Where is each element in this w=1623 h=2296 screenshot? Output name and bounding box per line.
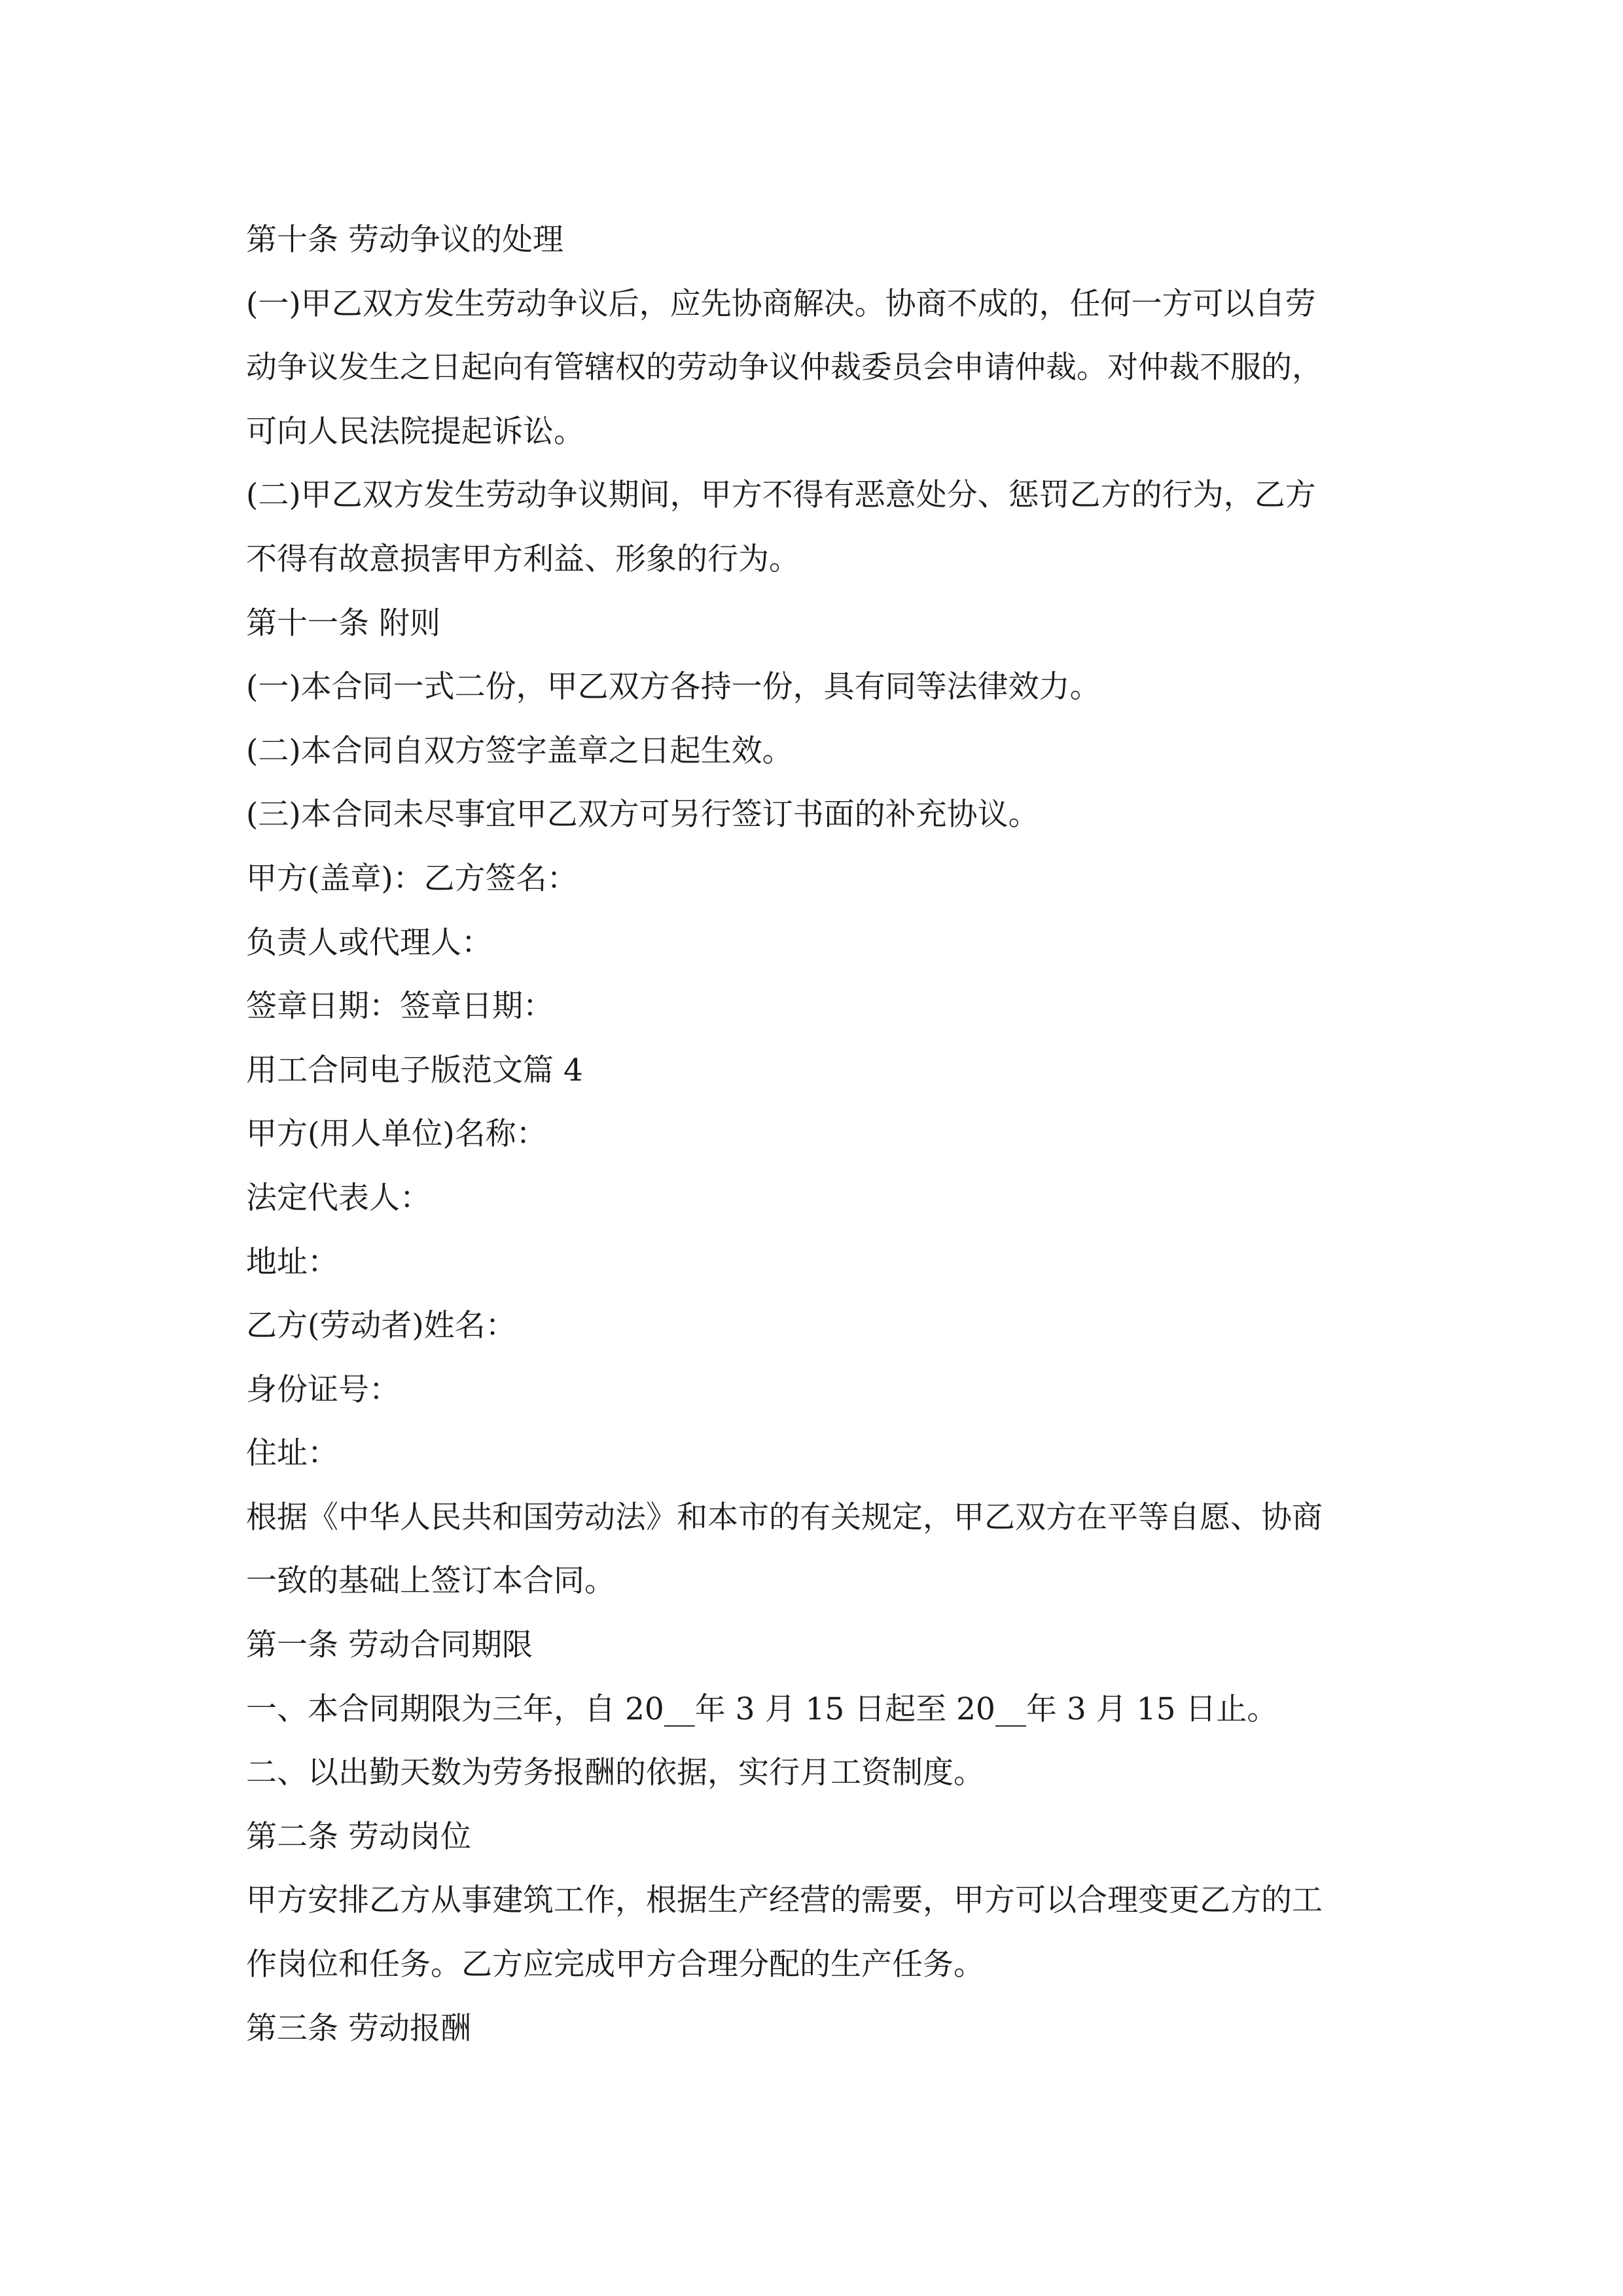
paragraph-line: (三)本合同未尽事宜甲乙双方可另行签订书面的补充协议。	[246, 797, 1039, 833]
party-a-name-field: 甲方(用人单位)名称：	[246, 1116, 547, 1153]
signature-date-line: 签章日期：签章日期：	[246, 988, 554, 1025]
party-b-name-field: 乙方(劳动者)姓名：	[246, 1308, 516, 1344]
signature-line: 负责人或代理人：	[246, 924, 492, 961]
paragraph-line: (二)甲乙双方发生劳动争议期间，甲方不得有恶意处分、惩罚乙方的行为，乙方	[246, 477, 1316, 514]
paragraph-line: 二、以出勤天数为劳务报酬的依据，实行月工资制度。	[246, 1755, 984, 1791]
residence-field: 住址：	[246, 1435, 338, 1472]
paragraph-line: 一、本合同期限为三年，自 20__年 3 月 15 日起至 20__年 3 月 15 日止。	[246, 1691, 1278, 1727]
article-10-heading: 第十条 劳动争议的处理	[246, 222, 563, 258]
address-field: 地址：	[246, 1244, 338, 1280]
legal-representative-field: 法定代表人：	[246, 1179, 431, 1216]
article-3-heading: 第三条 劳动报酬	[246, 2010, 471, 2047]
paragraph-line: 作岗位和任务。乙方应完成甲方合理分配的生产任务。	[246, 1946, 984, 1983]
paragraph-line: 不得有故意损害甲方利益、形象的行为。	[246, 541, 800, 577]
paragraph-line: (一)甲乙双方发生劳动争议后，应先协商解决。协商不成的，任何一方可以自劳	[246, 285, 1316, 322]
signature-line: 甲方(盖章)：乙方签名：	[246, 860, 578, 897]
paragraph-line: (一)本合同一式二份，甲乙双方各持一份，具有同等法律效力。	[246, 669, 1101, 706]
paragraph-line: (二)本合同自双方签字盖章之日起生效。	[246, 732, 793, 769]
section-title: 用工合同电子版范文篇 4	[246, 1052, 583, 1088]
paragraph-line: 可向人民法院提起诉讼。	[246, 413, 584, 450]
paragraph-line: 根据《中华人民共和国劳动法》和本市的有关规定，甲乙双方在平等自愿、协商	[246, 1499, 1323, 1535]
article-2-heading: 第二条 劳动岗位	[246, 1818, 471, 1855]
paragraph-line: 甲方安排乙方从事建筑工作，根据生产经营的需要，甲方可以合理变更乙方的工	[246, 1882, 1323, 1919]
paragraph-line: 一致的基础上签订本合同。	[246, 1563, 615, 1600]
article-1-heading: 第一条 劳动合同期限	[246, 1627, 533, 1664]
article-11-heading: 第十一条 附则	[246, 605, 440, 641]
document-body	[246, 208, 1385, 2060]
id-number-field: 身份证号：	[246, 1371, 400, 1408]
paragraph-line: 动争议发生之日起向有管辖权的劳动争议仲裁委员会申请仲裁。对仲裁不服的，	[246, 350, 1323, 386]
